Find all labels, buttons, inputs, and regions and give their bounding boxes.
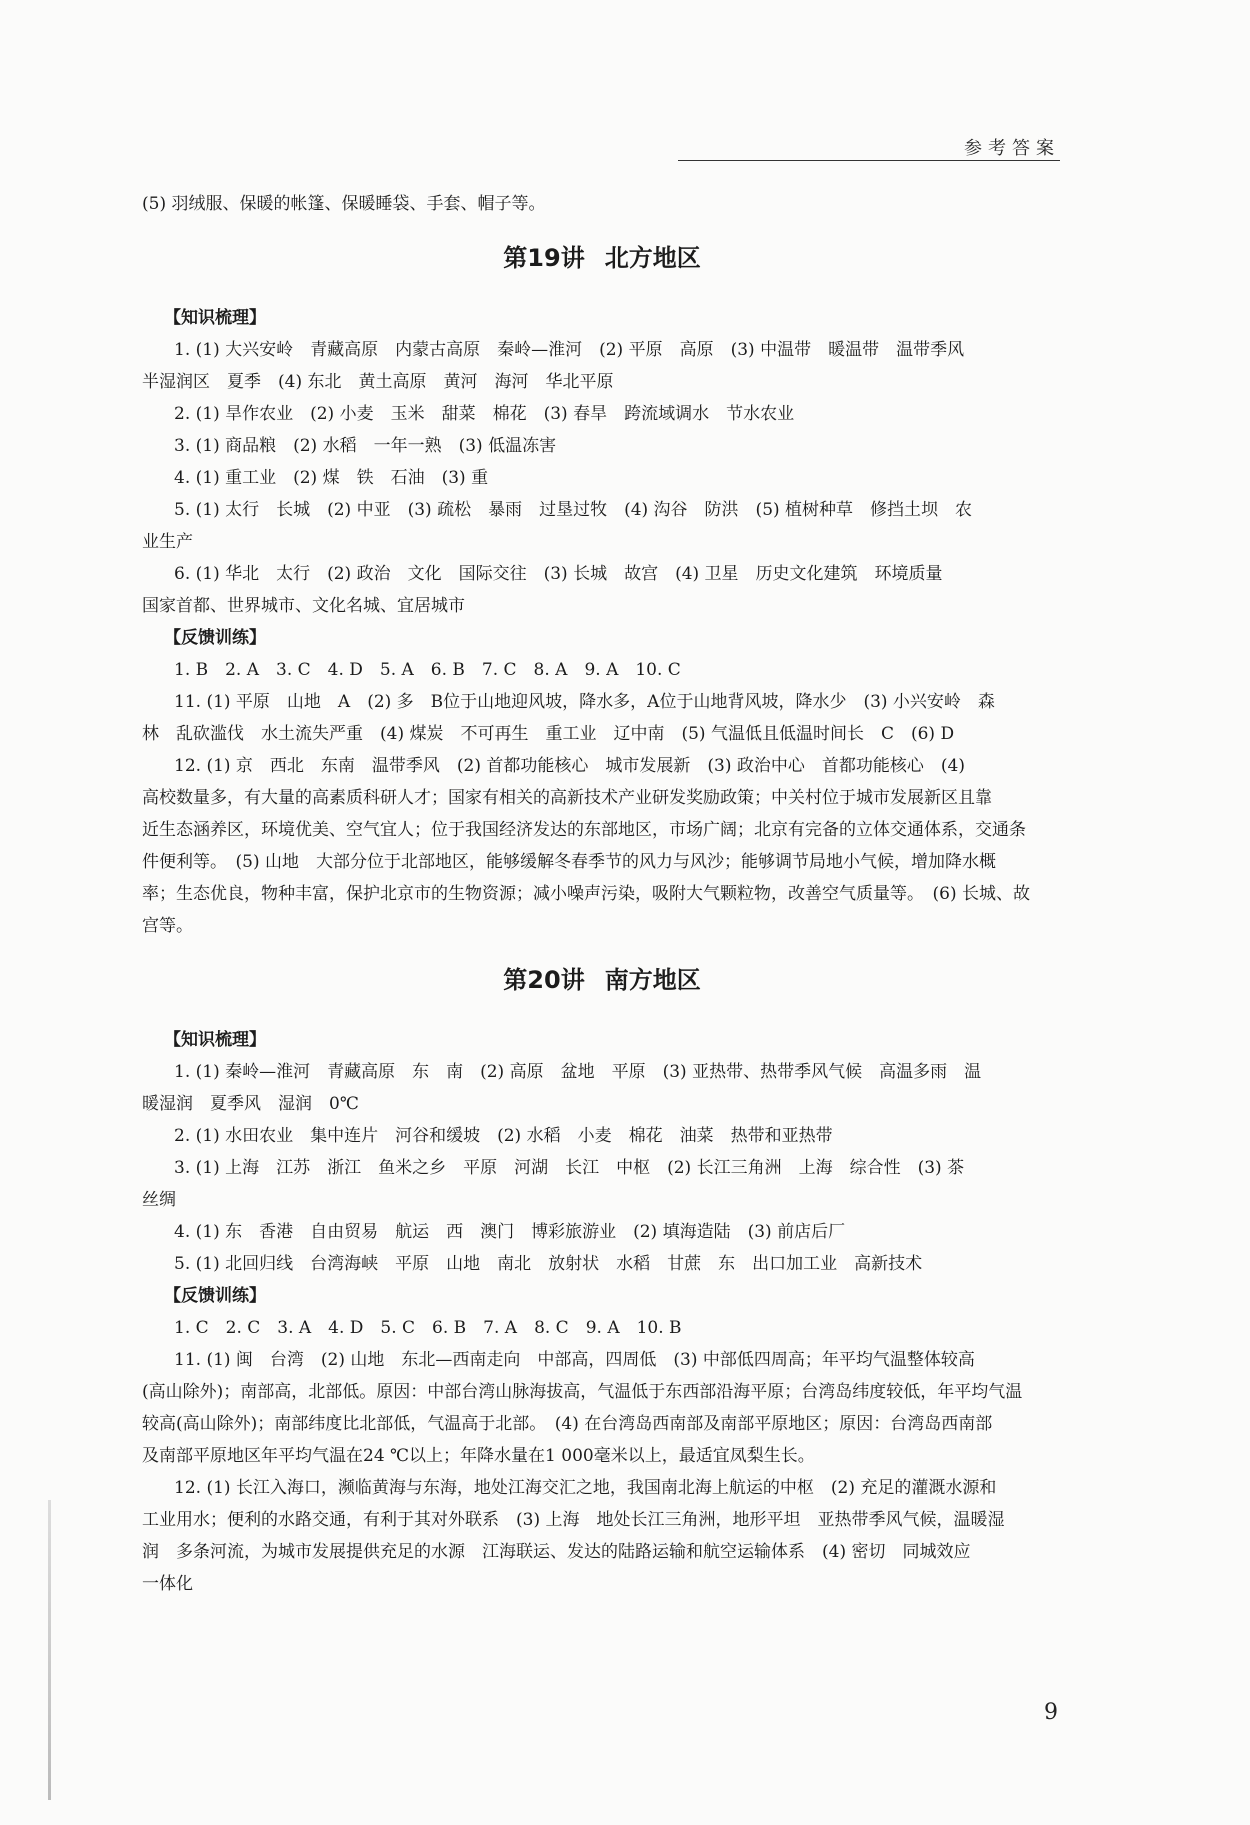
- l19-f12f: 宫等。: [142, 916, 193, 936]
- l20-k5: 5. (1) 北回归线 台湾海峡 平原 山地 南北 放射状 水稻 甘蔗 东 出口加工业 高新技术: [174, 1254, 923, 1274]
- l19-k5a: 5. (1) 太行 长城 (2) 中亚 (3) 疏松 暴雨 过垦过牧 (4) 沟谷 防洪 (5) 植树种草 修挡土坝 农: [174, 500, 973, 520]
- lecture-19-name: 北方地区: [604, 244, 701, 272]
- l19-f12c: 近生态涵养区，环境优美、空气宜人；位于我国经济发达的东部地区，市场广阔；北京有完备的立体交通体系，交通条: [142, 820, 1026, 840]
- lecture-20-number: 第20讲: [503, 966, 585, 994]
- scan-edge: [48, 1500, 51, 1800]
- page-number: 9: [1044, 1700, 1058, 1725]
- l19-k5b: 业生产: [142, 532, 193, 552]
- lecture-20-feedback-heading: 【反馈训练】: [164, 1286, 266, 1306]
- l20-f1: 1. C 2. C 3. A 4. D 5. C 6. B 7. A 8. C 9. A 10. B: [174, 1318, 682, 1338]
- lecture-20-title: [142, 964, 1062, 996]
- header-rule: [678, 160, 1060, 161]
- intro-line: (5) 羽绒服、保暖的帐篷、保暖睡袋、手套、帽子等。: [142, 194, 546, 214]
- l20-f12a: 12. (1) 长江入海口，濒临黄海与东海，地处江海交汇之地，我国南北海上航运的中枢 (2) 充足的灌溉水源和: [174, 1478, 997, 1498]
- l20-f11b: (高山除外)；南部高，北部低。原因：中部台湾山脉海拔高，气温低于东西部沿海平原；台湾岛纬度较低，年平均气温: [142, 1382, 1023, 1402]
- l20-k1b: 暖湿润 夏季风 湿润 0℃: [142, 1094, 359, 1114]
- l20-f12d: 一体化: [142, 1574, 193, 1594]
- lecture-20-knowledge-heading: 【知识梳理】: [164, 1030, 266, 1050]
- page-content: [142, 188, 1062, 1600]
- l19-k2: 2. (1) 旱作农业 (2) 小麦 玉米 甜菜 棉花 (3) 春旱 跨流域调水 节水农业: [174, 404, 795, 424]
- l19-f12e: 率；生态优良，物种丰富，保护北京市的生物资源；减小噪声污染，吸附大气颗粒物，改善空气质量等。 (6) 长城、故: [142, 884, 1030, 904]
- l19-k6b: 国家首都、世界城市、文化名城、宜居城市: [142, 596, 465, 616]
- l20-f11c: 较高(高山除外)；南部纬度比北部低，气温高于北部。 (4) 在台湾岛西南部及南部平原地区；原因：台湾岛西南部: [142, 1414, 993, 1434]
- l19-f12d: 件便利等。 (5) 山地 大部分位于北部地区，能够缓解冬春季节的风力与风沙；能够调节局地小气候，增加降水概: [142, 852, 996, 872]
- l20-k4: 4. (1) 东 香港 自由贸易 航运 西 澳门 博彩旅游业 (2) 填海造陆 (3) 前店后厂: [174, 1222, 846, 1242]
- l20-f11a: 11. (1) 闽 台湾 (2) 山地 东北—西南走向 中部高，四周低 (3) 中部低四周高；年平均气温整体较高: [174, 1350, 975, 1370]
- l19-f12b: 高校数量多，有大量的高素质科研人才；国家有相关的高新技术产业研发奖励政策；中关村位于城市发展新区且靠: [142, 788, 992, 808]
- l19-k3: 3. (1) 商品粮 (2) 水稻 一年一熟 (3) 低温冻害: [174, 436, 557, 456]
- l20-k3a: 3. (1) 上海 江苏 浙江 鱼米之乡 平原 河湖 长江 中枢 (2) 长江三角洲 上海 综合性 (3) 茶: [174, 1158, 965, 1178]
- l19-f11b: 林 乱砍滥伐 水土流失严重 (4) 煤炭 不可再生 重工业 辽中南 (5) 气温低且低温时间长 C (6) D: [142, 724, 955, 744]
- l20-f12b: 工业用水；便利的水路交通，有利于其对外联系 (3) 上海 地处长江三角洲，地形平坦 亚热带季风气候，温暖湿: [142, 1510, 1005, 1530]
- l20-k2: 2. (1) 水田农业 集中连片 河谷和缓坡 (2) 水稻 小麦 棉花 油菜 热带和亚热带: [174, 1126, 833, 1146]
- lecture-19-number: 第19讲: [503, 244, 585, 272]
- l19-f1: 1. B 2. A 3. C 4. D 5. A 6. B 7. C 8. A 9. A 10. C: [174, 660, 681, 680]
- lecture-19-feedback-heading: 【反馈训练】: [164, 628, 266, 648]
- header-label: 参考答案: [964, 138, 1060, 159]
- lecture-20-name: 南方地区: [604, 966, 701, 994]
- l20-k1a: 1. (1) 秦岭—淮河 青藏高原 东 南 (2) 高原 盆地 平原 (3) 亚热带、热带季风气候 高温多雨 温: [174, 1062, 982, 1082]
- l19-f11a: 11. (1) 平原 山地 A (2) 多 B位于山地迎风坡，降水多，A位于山地背风坡，降水少 (3) 小兴安岭 森: [174, 692, 995, 712]
- l20-f11d: 及南部平原地区年平均气温在24 ℃以上；年降水量在1 000毫米以上，最适宜凤梨生长。: [142, 1446, 815, 1466]
- lecture-19-title: [142, 242, 1062, 274]
- l19-k1a: 1. (1) 大兴安岭 青藏高原 内蒙古高原 秦岭—淮河 (2) 平原 高原 (3) 中温带 暖温带 温带季风: [174, 340, 965, 360]
- l19-f12a: 12. (1) 京 西北 东南 温带季风 (2) 首都功能核心 城市发展新 (3) 政治中心 首都功能核心 (4): [174, 756, 965, 776]
- lecture-19-knowledge-heading: 【知识梳理】: [164, 308, 266, 328]
- l20-f12c: 润 多条河流，为城市发展提供充足的水源 江海联运、发达的陆路运输和航空运输体系 (4) 密切 同城效应: [142, 1542, 971, 1562]
- l20-k3b: 丝绸: [142, 1190, 176, 1210]
- l19-k6a: 6. (1) 华北 太行 (2) 政治 文化 国际交往 (3) 长城 故宫 (4) 卫星 历史文化建筑 环境质量: [174, 564, 943, 584]
- l19-k1b: 半湿润区 夏季 (4) 东北 黄土高原 黄河 海河 华北平原: [142, 372, 614, 392]
- l19-k4: 4. (1) 重工业 (2) 煤 铁 石油 (3) 重: [174, 468, 489, 488]
